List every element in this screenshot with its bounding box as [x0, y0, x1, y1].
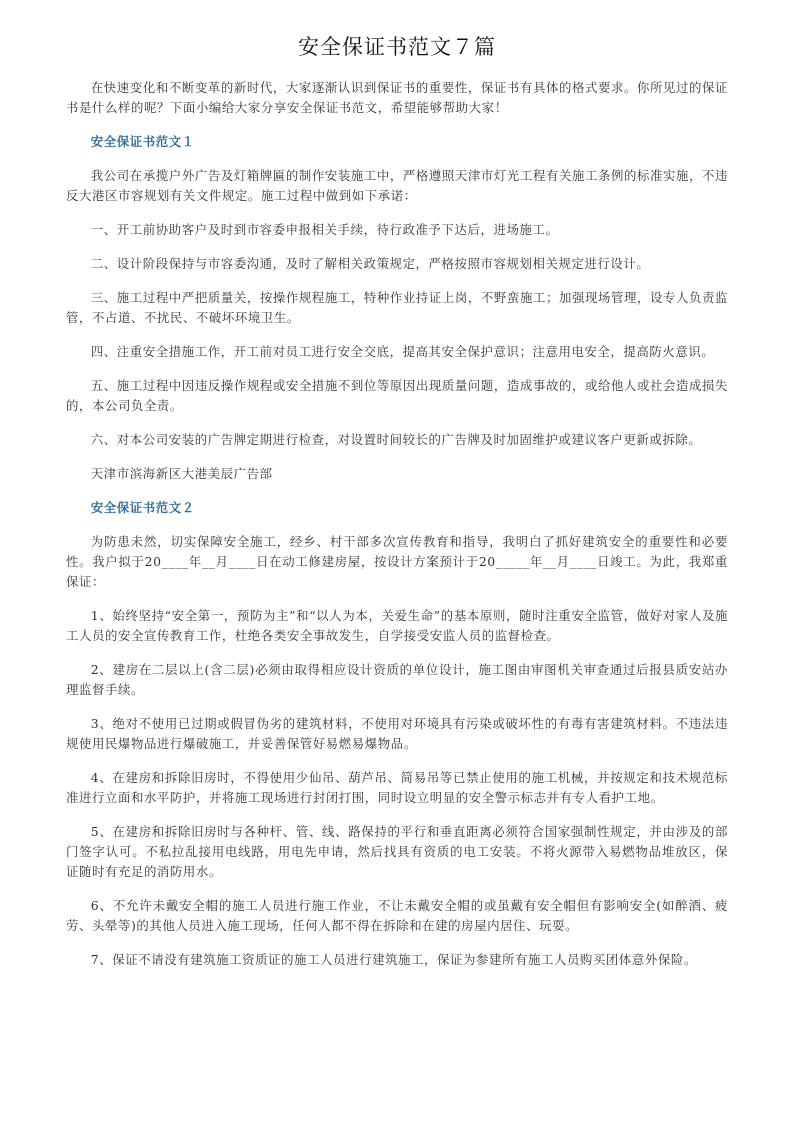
section2-paragraph: 1、始终坚持“安全第一，预防为主”和“以人为本，关爱生命”的基本原则，随时注重安全监管，做好对家人及施工人员的安全宣传教育工作，杜绝各类安全事故发生，自学接受安监人员的监督检查。 [66, 608, 728, 643]
document-title: 安全保证书范文７篇 [298, 35, 496, 59]
section1-paragraph: 一、开工前协助客户及时到市容委申报相关手续，待行政准予下达后，进场施工。 [90, 222, 559, 237]
section1-paragraph: 我公司在承揽户外广告及灯箱牌匾的制作安装施工中，严格遵照天津市灯光工程有关施工条例的标准实施，不违反大港区市容规划有关文件规定。施工过程中做到如下承诺： [66, 168, 728, 203]
section2-paragraph: 7、保证不请没有建筑施工资质证的施工人员进行建筑施工，保证为参建所有施工人员购买团体意外保险。 [90, 952, 697, 967]
section-heading-2: 安全保证书范文２ [90, 500, 195, 515]
section2-paragraph: 5、在建房和拆除旧房时与各种杆、管、线、路保持的平行和垂直距离必须符合国家强制性规定，并由涉及的部门签字认可。不私拉乱接用电线路，用电先申请，然后找具有资质的电工安装。不将火源带入易燃物品堆放区，保证随时有充足的消防用水。 [66, 824, 728, 879]
section1-signature: 天津市滨海新区大港美辰广告部 [90, 466, 273, 481]
section2-paragraph: 2、建房在二层以上(含二层)必须由取得相应设计资质的单位设计，施工图由审图机关审查通过后报县质安站办理监督手续。 [66, 662, 728, 697]
section1-paragraph: 五、施工过程中因违反操作规程或安全措施不到位等原因出现质量问题，造成事故的，或给他人或社会造成损失的，本公司负全责。 [66, 378, 728, 413]
section1-paragraph: 四、注重安全措施工作，开工前对员工进行安全交底，提高其安全保护意识；注意用电安全，提高防火意识。 [90, 344, 715, 359]
section2-paragraph: 为防患未然，切实保障安全施工，经乡、村干部多次宣传教育和指导，我明白了抓好建筑安全的重要性和必要性。我户拟于20____年__月____日在动工修建房屋，按设计方案预计于20_____年__月____日竣工。为此，我郑重保证： [66, 534, 728, 589]
document-body [66, 78, 728, 984]
section-heading-1: 安全保证书范文１ [90, 134, 195, 149]
section1-paragraph: 二、设计阶段保持与市容委沟通，及时了解相关政策规定，严格按照市容规划相关规定进行设计。 [90, 256, 650, 271]
section1-paragraph: 三、施工过程中严把质量关，按操作规程施工，特种作业持证上岗，不野蛮施工；加强现场管理，设专人负责监管，不占道、不扰民、不破坏环境卫生。 [66, 290, 728, 325]
section2-paragraph: 3、绝对不使用已过期或假冒伪劣的建筑材料，不使用对环境具有污染或破坏性的有毒有害建筑材料。不违法违规使用民爆物品进行爆破施工，并妥善保管好易燃易爆物品。 [66, 716, 728, 751]
intro-paragraph: 在快速变化和不断变革的新时代，大家逐渐认识到保证书的重要性，保证书有具体的格式要求。你所见过的保证书是什么样的呢？下面小编给大家分享安全保证书范文，希望能够帮助大家！ [66, 80, 728, 115]
section1-paragraph: 六、对本公司安装的广告牌定期进行检查，对设置时间较长的广告牌及时加固维护或建议客户更新或拆除。 [90, 432, 702, 447]
section2-paragraph: 4、在建房和拆除旧房时，不得使用少仙吊、葫芦吊、简易吊等已禁止使用的施工机械，并按规定和技术规范标准进行立面和水平防护，并将施工现场进行封闭打围，同时设立明显的安全警示标志并有专人看护工地。 [66, 770, 728, 805]
section2-paragraph: 6、不允许未戴安全帽的施工人员进行施工作业，不让未戴安全帽的或虽戴有安全帽但有影响安全(如醉酒、疲劳、头晕等)的其他人员进入施工现场，任何人都不得在拆除和在建的房屋内居住、玩耍。 [66, 898, 728, 933]
